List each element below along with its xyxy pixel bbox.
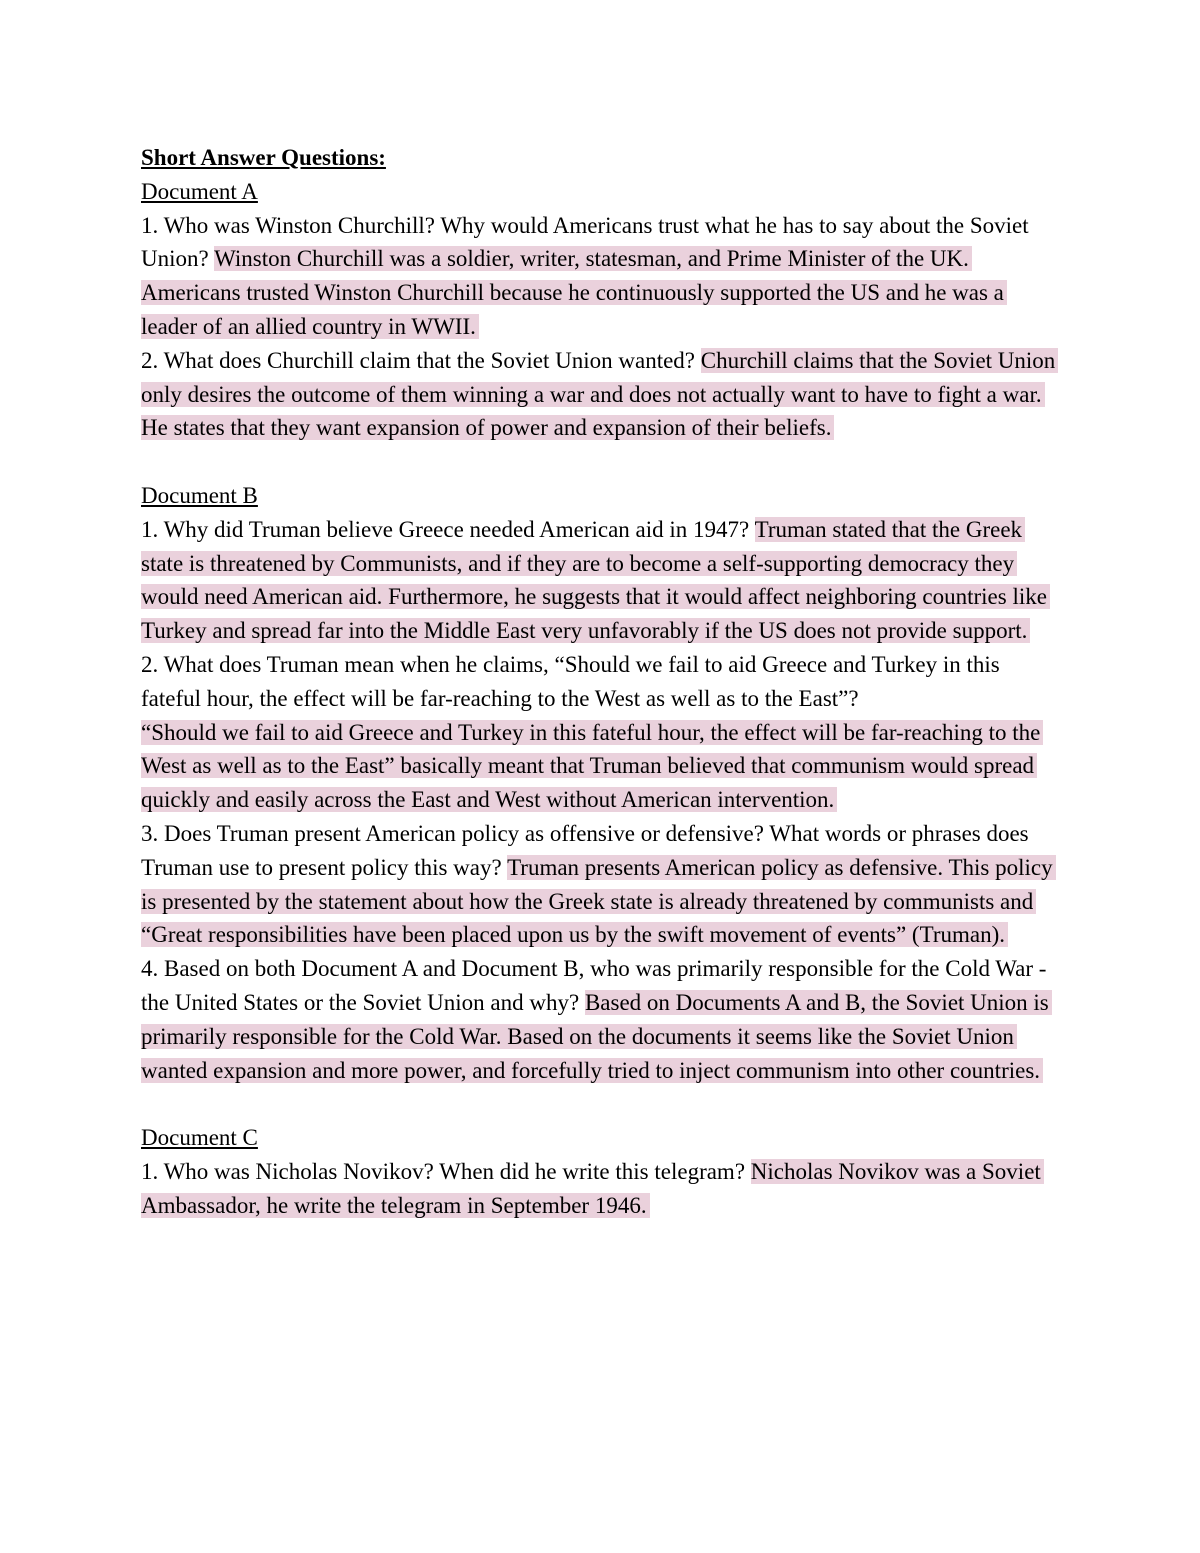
question-text: 4. Based on both Document A and Document B, who was primarily responsible for the Cold War - the United States or the Soviet Union and why? xyxy=(141,956,1047,1015)
answer-text: “Should we fail to aid Greece and Turkey in this fateful hour, the effect will be far-reaching to the West as well as to the East” basically meant that Truman believed that communism would spread quickly and easily across the East and West without American intervention. xyxy=(141,720,1043,813)
blank-line xyxy=(141,445,1059,479)
question-text: 2. What does Truman mean when he claims, “Should we fail to aid Greece and Turkey in this fateful hour, the effect will be far-reaching to the West as well as to the East”? xyxy=(141,651,1000,711)
answer-text: Winston Churchill was a soldier, writer, statesman, and Prime Minister of the UK. Americans trusted Winston Churchill because he continuously supported the US and he was a leader of an allied country in WWII. xyxy=(141,246,1007,339)
question-text: 3. Does Truman present American policy as offensive or defensive? What words or phrases does Truman use to present policy this way? xyxy=(141,820,1029,880)
section-heading-document-a: Document A xyxy=(141,178,258,204)
question-item xyxy=(141,817,1059,952)
section-heading-document-b: Document B xyxy=(141,482,258,508)
document-body xyxy=(141,141,1059,1223)
question-item xyxy=(141,209,1059,344)
question-text: 2. What does Churchill claim that the Soviet Union wanted? xyxy=(141,347,696,373)
answer-text: Based on Documents A and B, the Soviet Union is primarily responsible for the Cold War. Based on the documents it seems like the Soviet Union wanted expansion and more power, and forcefully tried to inject communism into other countries. xyxy=(141,990,1052,1083)
section-heading-document-c: Document C xyxy=(141,1125,258,1151)
answer-text: Truman presents American policy as defensive. This policy is presented by the statement about how the Greek state is already threatened by communists and “Great responsibilities have been placed upon us by the swift movement of events” (Truman). xyxy=(141,855,1056,948)
question-text: 1. Why did Truman believe Greece needed American aid in 1947? xyxy=(141,516,750,542)
question-item xyxy=(141,344,1059,445)
question-item xyxy=(141,952,1059,1087)
question-item xyxy=(141,648,1059,817)
question-item xyxy=(141,1155,1059,1223)
blank-line xyxy=(141,1087,1059,1121)
answer-text: Truman stated that the Greek state is threatened by Communists, and if they are to become a self-supporting democracy they would need American aid. Furthermore, he suggests that it would affect neighboring countries like Turkey and spread far into the Middle East very unfavorably if the US does not provide support. xyxy=(141,517,1050,643)
answer-text: Nicholas Novikov was a Soviet Ambassador, he write the telegram in September 1946. xyxy=(141,1159,1044,1218)
question-item xyxy=(141,513,1059,648)
page-title: Short Answer Questions: xyxy=(141,145,386,170)
question-text: 1. Who was Nicholas Novikov? When did he write this telegram? xyxy=(141,1158,746,1184)
question-text: 1. Who was Winston Churchill? Why would Americans trust what he has to say about the Soviet Union? xyxy=(141,212,1029,272)
answer-text: Churchill claims that the Soviet Union only desires the outcome of them winning a war and does not actually want to have to fight a war. He states that they want expansion of power and expansion of their beliefs. xyxy=(141,348,1058,441)
